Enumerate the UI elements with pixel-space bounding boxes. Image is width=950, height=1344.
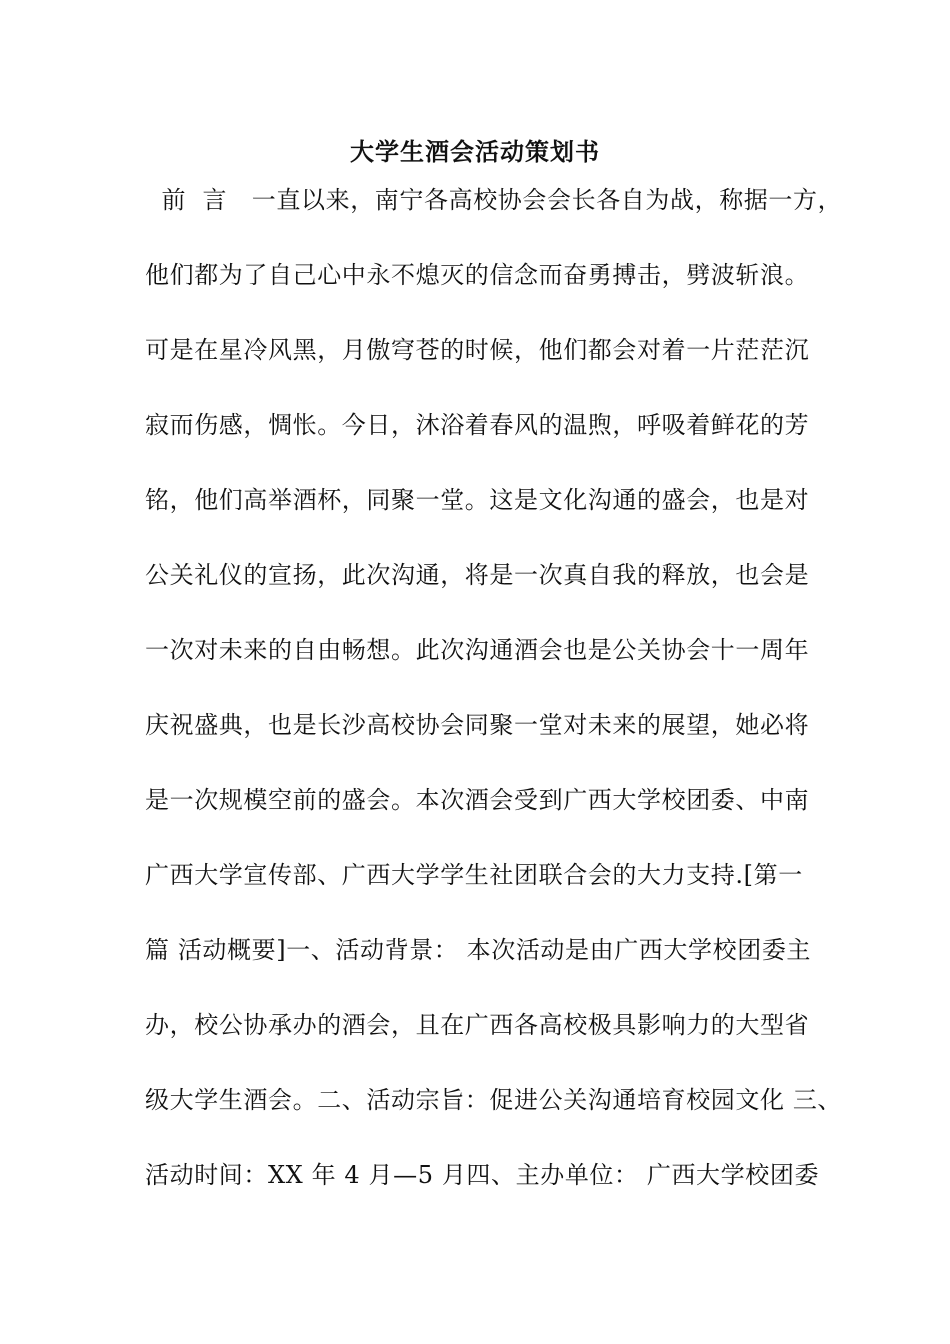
body-line: 办，校公协承办的酒会，且在广西各高校极具影响力的大型省 bbox=[145, 1011, 810, 1039]
body-line: 是一次规模空前的盛会。本次酒会受到广西大学校团委、中南 bbox=[145, 786, 810, 814]
body-line: 寂而伤感，惆怅。今日，沐浴着春风的温煦，呼吸着鲜花的芳 bbox=[145, 411, 810, 439]
document-title: 大学生酒会活动策划书 bbox=[350, 137, 600, 166]
body-line: 广西大学宣传部、广西大学学生社团联合会的大力支持.[第一 bbox=[145, 861, 803, 889]
body-line: 篇 活动概要]一、活动背景： 本次活动是由广西大学校团委主 bbox=[145, 936, 812, 964]
body-line: 级大学生酒会。二、活动宗旨：促进公关沟通培育校园文化 三、 bbox=[145, 1086, 843, 1114]
body-line: 公关礼仪的宣扬，此次沟通，将是一次真自我的释放，也会是 bbox=[145, 561, 810, 589]
body-line: 铭，他们高举酒杯，同聚一堂。这是文化沟通的盛会，也是对 bbox=[145, 486, 810, 514]
body-line: 庆祝盛典，也是长沙高校协会同聚一堂对未来的展望，她必将 bbox=[145, 711, 810, 739]
body-line: 一次对未来的自由畅想。此次沟通酒会也是公关协会十一周年 bbox=[145, 636, 810, 664]
document-body bbox=[145, 180, 843, 1230]
body-line: 活动时间：XX 年 4 月—5 月四、主办单位： 广西大学校团委 bbox=[145, 1161, 820, 1189]
body-line: 可是在星冷风黑，月傲穹苍的时候，他们都会对着一片茫茫沉 bbox=[145, 336, 810, 364]
body-line: 他们都为了自己心中永不熄灭的信念而奋勇搏击，劈波斩浪。 bbox=[145, 261, 810, 289]
body-line: 前 言 一直以来，南宁各高校协会会长各自为战，称据一方， bbox=[145, 186, 843, 214]
